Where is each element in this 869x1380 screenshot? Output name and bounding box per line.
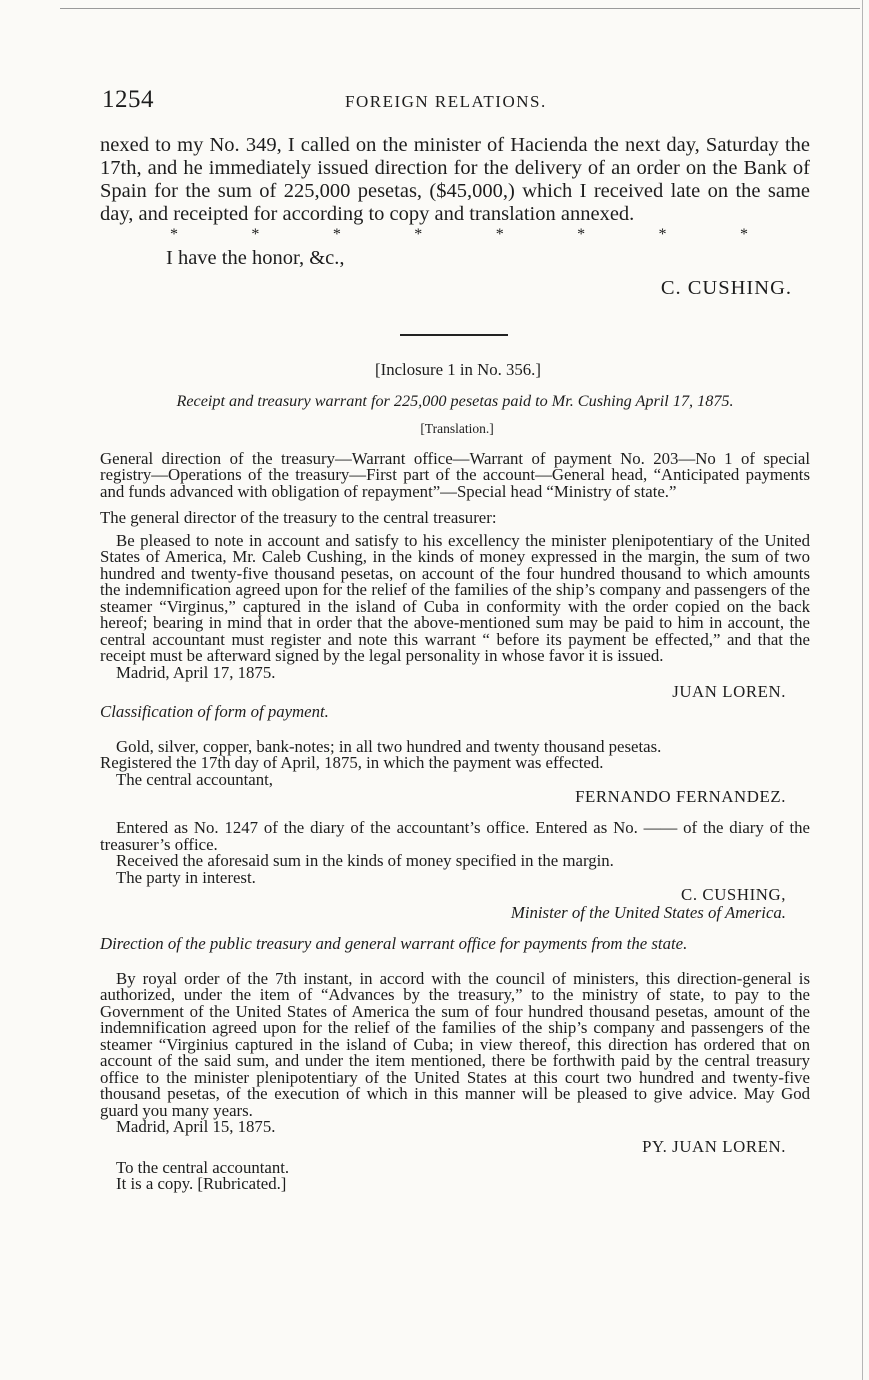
signer-fernando-fernandez: FERNANDO FERNANDEZ. <box>575 787 786 806</box>
entered-paragraph: Entered as No. 1247 of the diary of the accountant’s office. Entered as No. —— of the diary of the treasurer’s office. <box>100 818 810 854</box>
received-line: Received the aforesaid sum in the kinds of money specified in the margin. <box>116 851 614 870</box>
letter-closing: I have the honor, &c., <box>166 247 345 269</box>
letter-signature: C. CUSHING. <box>660 277 792 299</box>
star: * <box>170 226 178 243</box>
signer-py-juan-loren: PY. JUAN LOREN. <box>642 1136 786 1156</box>
warrant-heading-paragraph: General direction of the treasury—Warrant office—Warrant of payment No. 203—No 1 of special registry—Operations of the treasury—First part of the account—General head, “Anticipated payments and funds advanced with obligation of repayment”—Special head “Ministry of state.” <box>100 448 810 501</box>
top-rule <box>60 8 860 9</box>
classification-heading: Classification of form of payment. <box>100 702 329 721</box>
classification-line: Gold, silver, copper, bank-notes; in all two hundred and twenty thousand pesetas. <box>116 736 662 756</box>
place-date-1: Madrid, April 17, 1875. <box>116 662 276 682</box>
signer-c-cushing: C. CUSHING, <box>681 885 786 904</box>
running-title: FOREIGN RELATIONS. <box>345 92 547 111</box>
star: * <box>414 226 423 243</box>
registered-line: Registered the 17th day of April, 1875, in which the payment was effected. <box>100 753 604 772</box>
star: * <box>577 226 586 243</box>
star: * <box>495 226 504 243</box>
warrant-body-paragraph: Be pleased to note in account and satisfy to his excellency the minister plenipotentiary of the United States of America, Mr. Caleb Cushing, in the kinds of money expressed in the margin, the sum of two hundred and twenty-five thousand pesetas, on account of the four hundred thousand to which amounts the indemnification agreed upon for the relief of the families of the ship’s company and passengers of the steamer “Virginus,” captured in the island of Cuba in conformity with the order copied on the back hereof; bearing in mind that in order that the above-mentioned sum may be paid to him in account, the central accountant must register and note this warrant “ before its payment be effected,” and that the receipt must be afterward signed by the legal personality in whose favor it is issued. <box>100 530 810 665</box>
enclosure-title: Receipt and treasury warrant for 225,000 pesetas paid to Mr. Cushing April 17, 1875. <box>176 391 734 410</box>
signer-title: Minister of the United States of America. <box>510 903 786 922</box>
page-edge <box>862 0 863 1380</box>
royal-order-paragraph: By royal order of the 7th instant, in accord with the council of ministers, this direction-general is authorized, under the item of “Advances by the treasury,” to the ministry of state, to pay to the Government of the United States of America the sum of four hundred thousand pesetas, amount of the indemnification agreed upon for the relief of the families of the ship’s company and passengers of the steamer “Virginius captured in the island of Cuba; in view thereof, this direction has ordered that on account of the said sum, and under the item mentioned, there be forthwith paid by the central treasury office to the minister plenipotentiary of the United States at this court two hundred and twenty-five thousand pesetas, of the execution of which in this manner will be pleased to give advice. May God guard you many years. <box>100 968 810 1120</box>
place-date-2: Madrid, April 15, 1875. <box>116 1117 276 1136</box>
to-line: To the central accountant. <box>116 1157 290 1177</box>
translation-note: [Translation.] <box>420 420 494 436</box>
accountant-line: The central accountant, <box>116 769 274 789</box>
star: * <box>332 226 341 243</box>
star: * <box>658 226 667 243</box>
direction-heading: Direction of the public treasury and general warrant office for payments from the state. <box>100 934 688 953</box>
letter-paragraph: nexed to my No. 349, I called on the minister of Hacienda the next day, Saturday the 17th, and he immediately issued direction for the delivery of an order on the Bank of Spain for the sum of 225,000 pesetas, ($45,000,) which I received late on the same day, and receipted for according to copy and translation annexed. <box>100 134 810 225</box>
address-line: The general director of the treasury to the central treasurer: <box>100 508 497 527</box>
running-header <box>100 86 810 116</box>
page-number: 1254 <box>102 86 154 113</box>
star: * <box>739 226 748 243</box>
copy-line: It is a copy. [Rubricated.] <box>116 1174 287 1193</box>
document-page <box>100 86 810 1193</box>
party-line: The party in interest. <box>116 867 256 887</box>
enclosure-label: [Inclosure 1 in No. 356.] <box>375 359 541 379</box>
signer-juan-loren: JUAN LOREN. <box>672 682 786 701</box>
section-divider <box>400 334 508 336</box>
star: * <box>251 226 260 243</box>
ellipsis-stars <box>100 228 810 242</box>
